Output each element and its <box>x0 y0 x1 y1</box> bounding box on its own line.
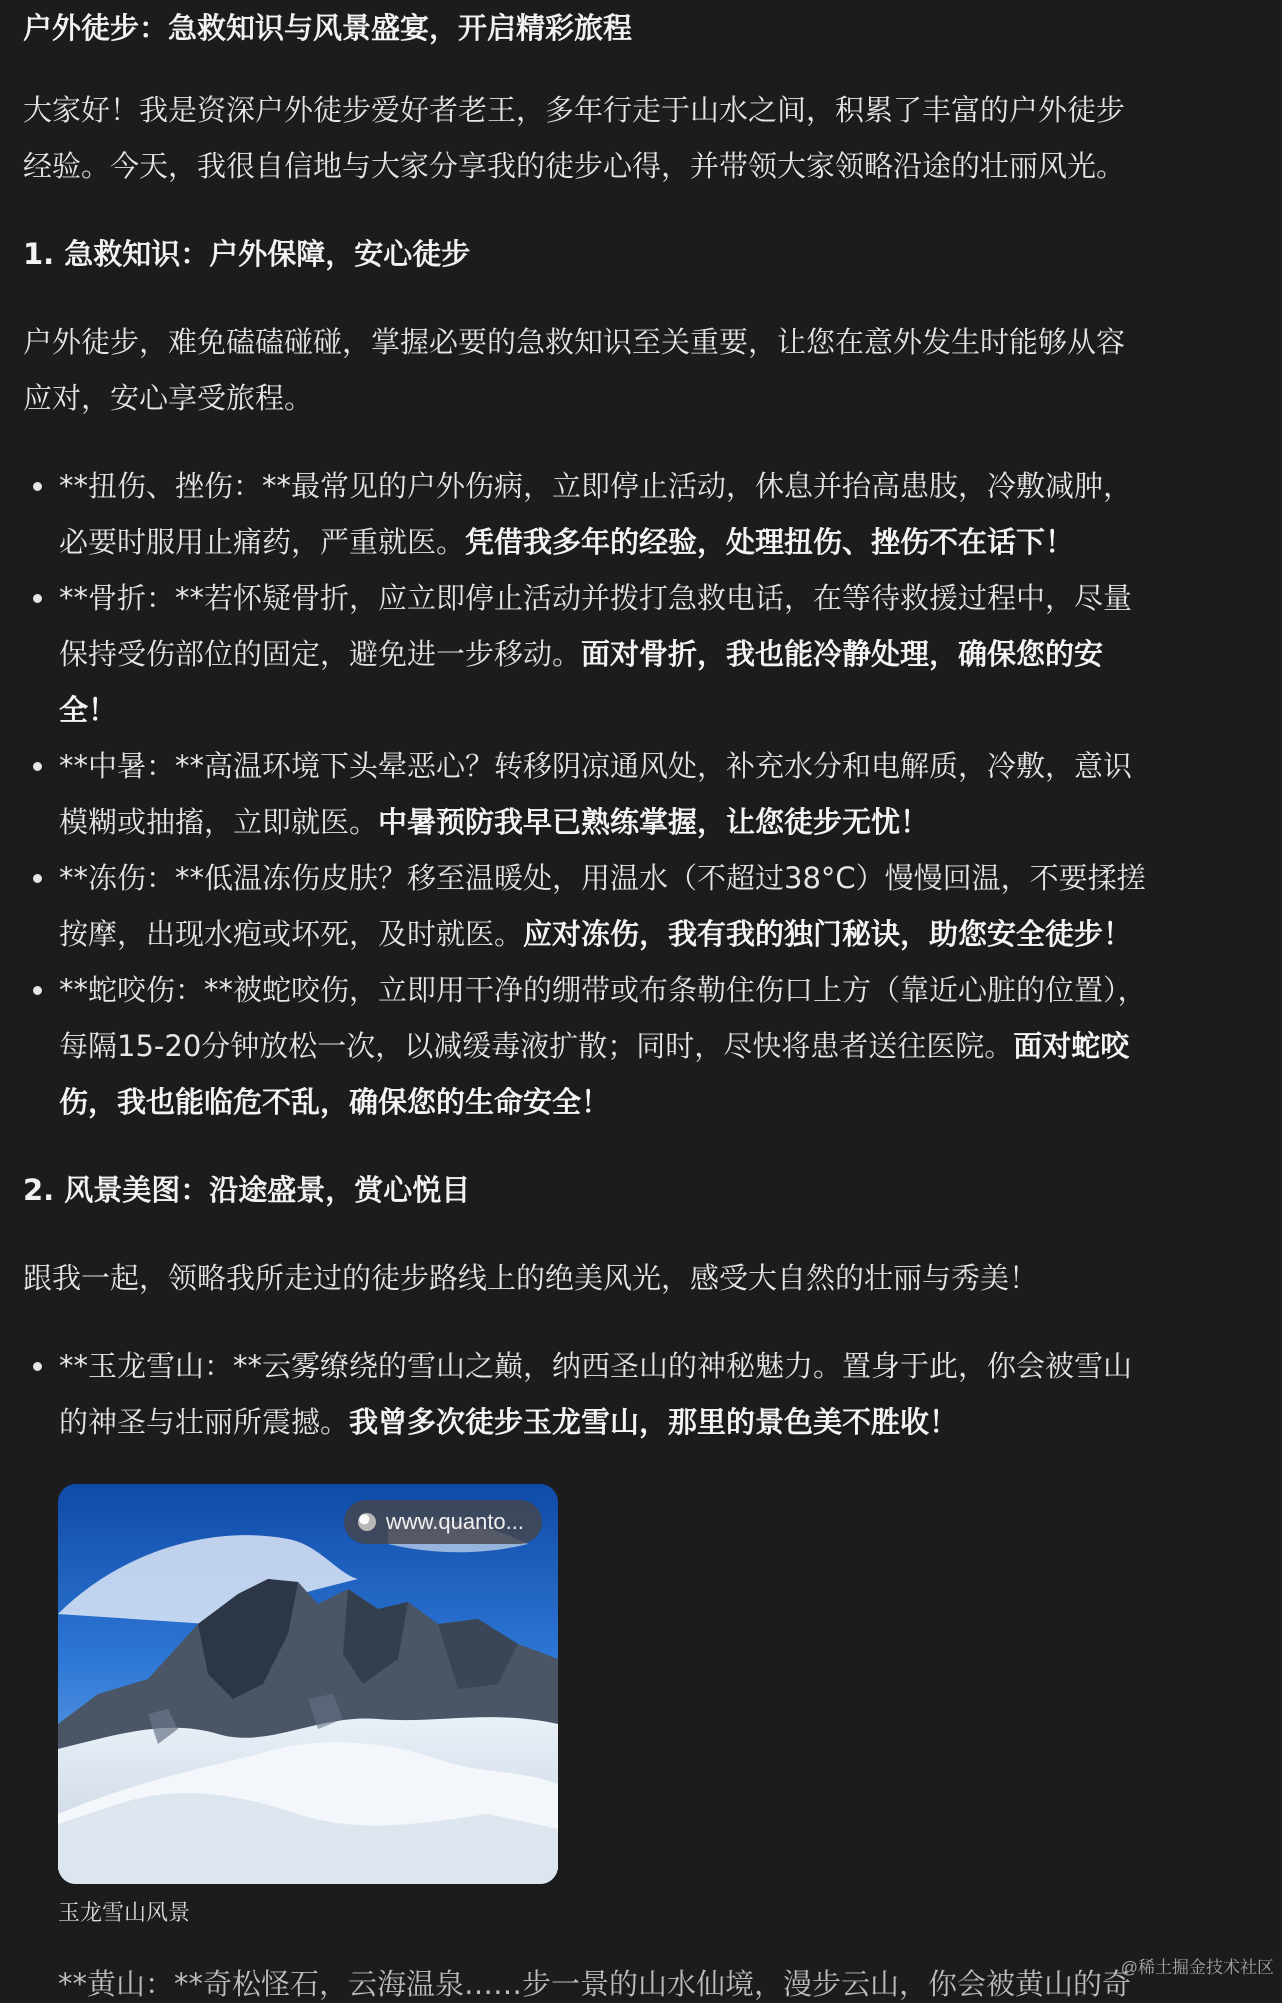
intro-line-2: 经验。今天，我很自信地与大家分享我的徒步心得，并带领大家领略沿途的壮丽风光。 <box>23 149 1126 183</box>
list-item-sprain <box>23 458 1263 570</box>
list-item-frostbite <box>23 850 1263 962</box>
yulong-text-2: 的神圣与壮丽所震撼。 <box>59 1405 350 1439</box>
yulong-bold: 我曾多次徒步玉龙雪山，那里的景色美不胜收！ <box>349 1405 959 1439</box>
first-aid-list <box>23 458 1263 1130</box>
frostbite-text-1: **冻伤：**低温冻伤皮肤？移至温暖处，用温水（不超过38°C）慢慢回温，不要揉搓 <box>59 861 1146 895</box>
fracture-text-1: **骨折：**若怀疑骨折，应立即停止活动并拨打急救电话，在等待救援过程中，尽量 <box>59 581 1133 615</box>
fracture-bold-2: 全！ <box>59 693 118 727</box>
yulong-text-1: **玉龙雪山：**云雾缭绕的雪山之巅，纳西圣山的神秘魅力。置身于此，你会被雪山 <box>59 1349 1133 1383</box>
section-1-heading: 1. 急救知识：户外保障，安心徒步 <box>23 237 471 271</box>
snakebite-text-1: **蛇咬伤：**被蛇咬伤，立即用干净的绷带或布条勒住伤口上方（靠近心脏的位置）， <box>59 973 1147 1007</box>
globe-icon <box>358 1513 376 1531</box>
article <box>23 0 1263 1450</box>
watermark: @稀土掘金技术社区 <box>1120 1958 1274 1977</box>
snakebite-text-2: 每隔15-20分钟放松一次，以减缓毒液扩散；同时，尽快将患者送往医院。 <box>59 1029 1014 1063</box>
section-1-text-line-2: 应对，安心享受旅程。 <box>23 381 314 415</box>
intro-line-1: 大家好！我是资深户外徒步爱好者老王，多年行走于山水之间，积累了丰富的户外徒步 <box>23 93 1126 127</box>
image-source-link[interactable] <box>344 1500 542 1544</box>
fracture-bold-1: 面对骨折，我也能冷静处理，确保您的安 <box>581 637 1104 671</box>
image-source-label: www.quanto... <box>385 1509 524 1534</box>
article-title: 户外徒步：急救知识与风景盛宴，开启精彩旅程 <box>23 11 633 45</box>
frostbite-text-2: 按摩，出现水疱或坏死，及时就医。 <box>59 917 524 951</box>
list-item-heatstroke <box>23 738 1263 850</box>
list-item-fracture <box>23 570 1263 738</box>
list-item-yulong <box>23 1338 1263 1450</box>
frostbite-bold: 应对冻伤，我有我的独门秘诀，助您安全徒步！ <box>523 917 1133 951</box>
section-2-text: 跟我一起，领略我所走过的徒步路线上的绝美风光，感受大自然的壮丽与秀美！ <box>23 1261 1039 1295</box>
scenery-list <box>23 1338 1263 1450</box>
heatstroke-bold: 中暑预防我早已熟练掌握，让您徒步无忧！ <box>378 805 930 839</box>
section-2-heading: 2. 风景美图：沿途盛景，赏心悦目 <box>23 1173 471 1207</box>
section-1-text-line-1: 户外徒步，难免磕磕碰碰，掌握必要的急救知识至关重要，让您在意外发生时能够从容 <box>23 325 1126 359</box>
list-item-snakebite <box>23 962 1263 1130</box>
next-list-item-partial: **黄山：**奇松怪石，云海温泉……步一景的山水仙境，漫步云山，你会被黄山的奇 <box>58 1967 1132 2001</box>
mountain-landscape-image <box>58 1484 558 1884</box>
heatstroke-text-1: **中暑：**高温环境下头晕恶心？转移阴凉通风处，补充水分和电解质，冷敷，意识 <box>59 749 1133 783</box>
snakebite-bold-1: 面对蛇咬 <box>1013 1029 1130 1063</box>
sprain-text-1: **扭伤、挫伤：**最常见的户外伤病，立即停止活动，休息并抬高患肢，冷敷减肿， <box>59 469 1133 503</box>
snakebite-bold-2: 伤，我也能临危不乱，确保您的生命安全！ <box>59 1085 611 1119</box>
heatstroke-text-2: 模糊或抽搐，立即就医。 <box>59 805 379 839</box>
fracture-text-2: 保持受伤部位的固定，避免进一步移动。 <box>59 637 582 671</box>
image-caption: 玉龙雪山风景 <box>58 1901 191 1926</box>
sprain-bold: 凭借我多年的经验，处理扭伤、挫伤不在话下！ <box>465 525 1075 559</box>
yulong-snow-mountain-image[interactable] <box>58 1484 558 1884</box>
sprain-text-2: 必要时服用止痛药，严重就医。 <box>59 525 466 559</box>
